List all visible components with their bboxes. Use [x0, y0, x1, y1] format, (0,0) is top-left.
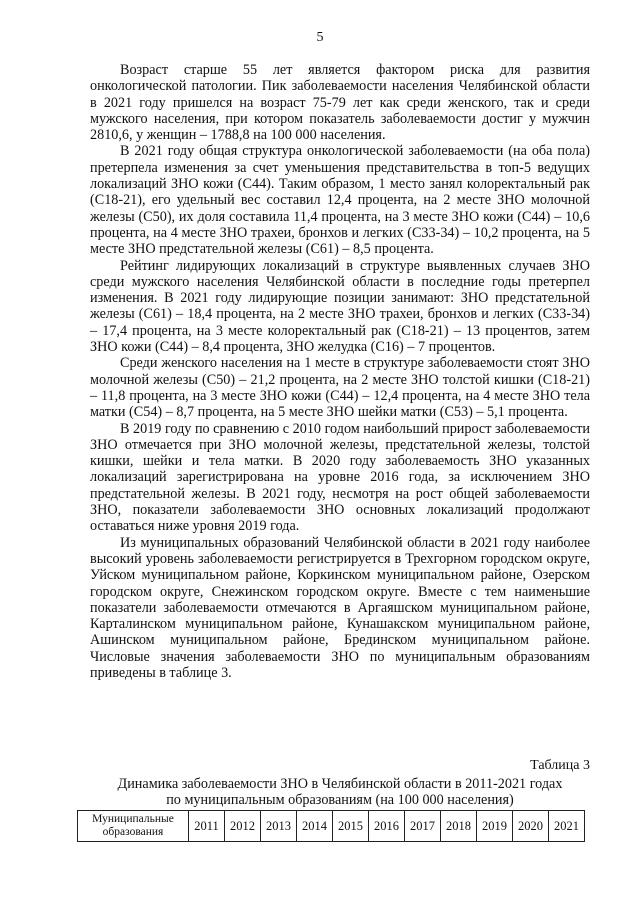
- header-year-2015: 2015: [333, 811, 369, 842]
- table-header-row: [78, 811, 585, 842]
- header-year-2014: 2014: [297, 811, 333, 842]
- header-year-2020: 2020: [513, 811, 549, 842]
- paragraph-municipalities: Из муниципальных образований Челябинской области в 2021 году наиболее высокий уровень заболеваемости регистрируется в Трехгорном городском округе, Уйском муниципальном районе, Коркинском муниципальном районе, Озерском городском округе, Снежинском городском округе. Вместе с тем наименьшие показатели заболеваемости отмечаются в Аргаяшском муниципальном районе, Карталинском муниципальном районе, Кунашакском муниципальном районе, Ашинском муниципальном районе, Брединском муниципальном районе. Числовые значения заболеваемости ЗНО по муниципальным образованиям приведены в таблице 3.: [90, 534, 590, 681]
- table-caption-line-2: по муниципальным образованиям (на 100 000 населения): [166, 792, 514, 809]
- header-municipalities: Муниципальные образования: [78, 811, 189, 842]
- header-year-2021: 2021: [549, 811, 585, 842]
- body-text: [90, 62, 590, 681]
- header-year-2016: 2016: [369, 811, 405, 842]
- paragraph-female-ranking: Среди женского населения на 1 месте в структуре заболеваемости стоят ЗНО молочной железы (С50) – 21,2 процента, на 2 месте ЗНО толстой кишки (С18-21) – 11,8 процента, на 3 месте ЗНО кожи (С44) – 12,4 процента, на 4 месте ЗНО тела матки (С54) – 8,7 процента, на 5 месте ЗНО шейки матки (С53) – 5,1 процента.: [90, 355, 590, 421]
- header-year-2012: 2012: [225, 811, 261, 842]
- paragraph-male-ranking: Рейтинг лидирующих локализаций в структуре выявленных случаев ЗНО среди мужского населения Челябинской области в последние годы претерпел изменения. В 2021 году лидирующие позиции занимают: ЗНО предстательной железы (С61) – 18,4 процента, на 2 месте ЗНО трахеи, бронхов и легких (С33-34) – 17,4 процента, на 3 месте колоректальный рак (С18-21) – 13 процентов, затем ЗНО кожи (С44) – 8,4 процента, ЗНО желудка (С16) – 7 процентов.: [90, 257, 590, 356]
- paragraph-growth-2019: В 2019 году по сравнению с 2010 годом наибольший прирост заболеваемости ЗНО отмечается при ЗНО молочной железы, предстательной железы, толстой кишки, шейки и тела матки. В 2020 году заболеваемость ЗНО указанных локализаций зарегистрирована на уровне 2016 года, за исключением ЗНО предстательной железы. В 2021 году, несмотря на рост общей заболеваемости ЗНО, показатели заболеваемости ЗНО основных локализаций продолжают оставаться ниже уровня 2019 года.: [90, 420, 590, 535]
- header-year-2011: 2011: [189, 811, 225, 842]
- paragraph-age-risk: Возраст старше 55 лет является фактором риска для развития онкологической патологии. Пик заболеваемости населения Челябинской области в 2021 году пришелся на возраст 75-79 лет как среди женского, так и среди мужского населения, при котором показатель заболеваемости достиг у мужчин 2810,6, у женщин – 1788,8 на 100 000 населения.: [90, 62, 590, 144]
- incidence-table: [77, 810, 585, 842]
- page-number: 5: [316, 30, 324, 45]
- table-caption: [90, 776, 590, 808]
- header-year-2017: 2017: [405, 811, 441, 842]
- table-caption-line-1: Динамика заболеваемости ЗНО в Челябинской области в 2011-2021 годах: [117, 776, 563, 792]
- paragraph-overall-structure: В 2021 году общая структура онкологической заболеваемости (на оба пола) претерпела изменения за счет уменьшения представительства в топ-5 ведущих локализаций ЗНО кожи (С44). Таким образом, 1 место занял колоректальный рак (С18-21), его удельный вес составил 12,4 процента, на 2 месте ЗНО молочной железы (С50), их доля составила 11,4 процента, на 3 месте ЗНО кожи (С44) – 10,6 процента, на 4 месте ЗНО трахеи, бронхов и легких (С33-34) – 10,2 процента, на 5 месте ЗНО предстательной железы (С61) – 8,5 процента.: [90, 143, 590, 258]
- header-year-2013: 2013: [261, 811, 297, 842]
- table-label: Таблица 3: [530, 758, 590, 773]
- header-year-2019: 2019: [477, 811, 513, 842]
- header-year-2018: 2018: [441, 811, 477, 842]
